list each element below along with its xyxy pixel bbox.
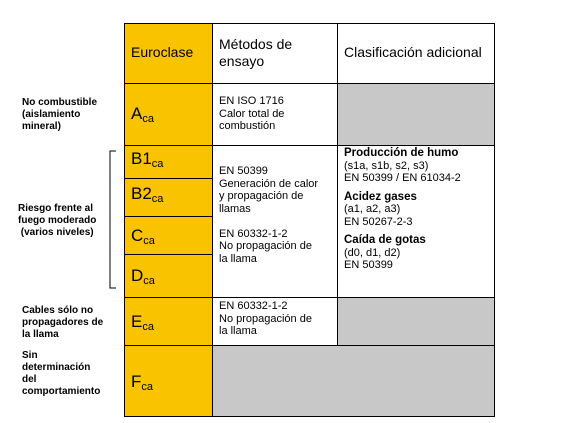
class-b1: $B1_{ca}$ xyxy=(131,149,164,170)
header-clasificacion: Clasificación adicional xyxy=(344,44,482,60)
methods-a: EN ISO 1716 Calor total de combustión xyxy=(219,95,285,132)
side-label-no-combustible: No combustible (aislamiento mineral) xyxy=(22,97,98,132)
grid-line xyxy=(124,345,495,346)
class-b2: $B2_{ca}$ xyxy=(131,184,164,205)
smoke-group: Producción de humo (s1a, s1b, s2, s3) EN 50399 / EN 61034-2 xyxy=(344,147,461,184)
grid-line xyxy=(124,416,495,417)
side-label-riesgo-moderado: Riesgo frente al fuego moderado (varios niveles) xyxy=(18,203,97,238)
a-additional-empty xyxy=(337,83,494,145)
class-c: $C_{ca}$ xyxy=(131,226,155,247)
grid-line xyxy=(124,178,212,179)
grid-line xyxy=(124,145,495,146)
header-metodos: Métodos de ensayo xyxy=(219,36,293,69)
side-label-cables-no-propagadores: Cables sólo no propagadores de la llama xyxy=(22,305,104,340)
grid-line xyxy=(124,254,212,255)
grid-line xyxy=(124,23,495,24)
droplets-group: Caída de gotas (d0, d1, d2) EN 50399 xyxy=(344,234,426,271)
side-label-sin-determinacion: Sin determinación del comportamiento xyxy=(22,350,101,397)
grid-line xyxy=(124,216,212,217)
class-e: $E_{ca}$ xyxy=(131,312,154,333)
additional-b-d xyxy=(344,147,494,278)
class-f: $F_{ca}$ xyxy=(131,372,154,393)
class-a: $A_{ca}$ xyxy=(131,104,154,125)
grid-line xyxy=(124,83,495,84)
f-empty-row xyxy=(212,345,494,417)
grid-line xyxy=(124,297,495,298)
e-additional-empty xyxy=(337,297,494,345)
acidity-group: Acidez gases (a1, a2, a3) EN 50267-2-3 xyxy=(344,190,417,228)
methods-e: EN 60332-1-2 No propagación de la llama xyxy=(219,300,312,337)
header-euroclase: Euroclase xyxy=(131,44,194,60)
methods-b-d: EN 50399 Generación de calor y propagación de llamas EN 60332-1-2 No propagación de la llama xyxy=(219,165,319,265)
class-d: $D_{ca}$ xyxy=(131,266,155,287)
